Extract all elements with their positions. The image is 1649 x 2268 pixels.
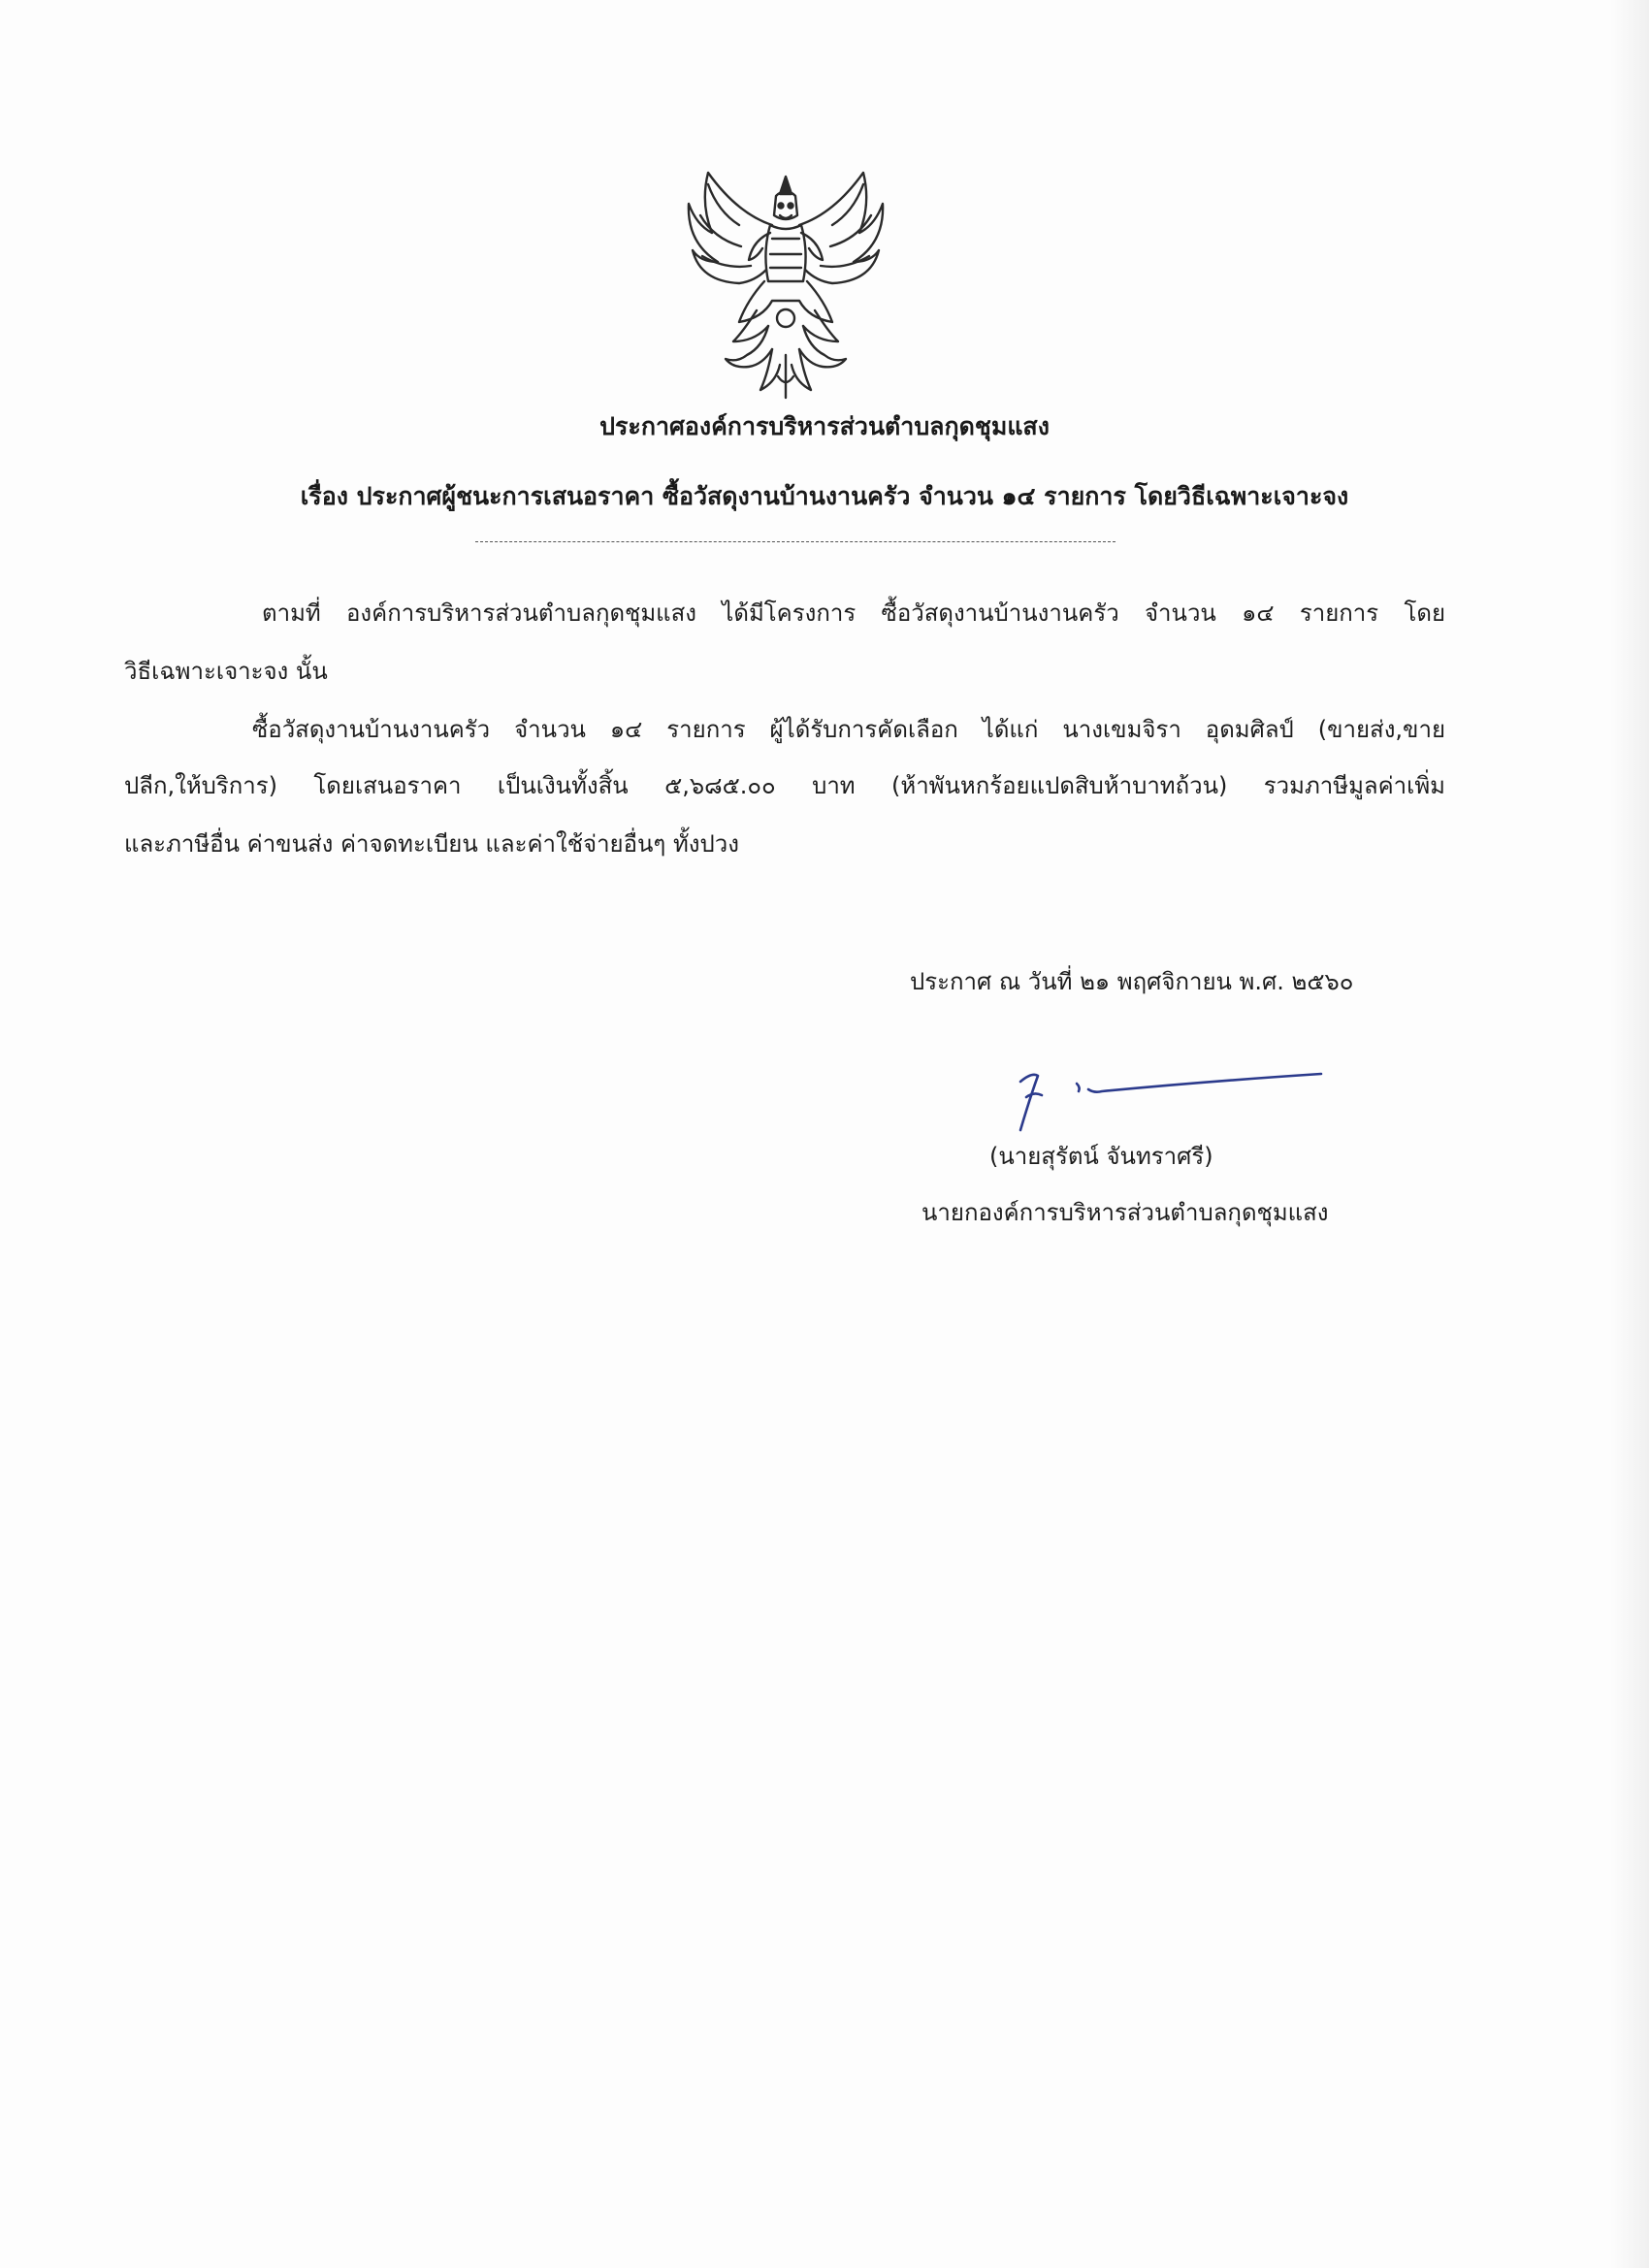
garuda-emblem-icon [679, 165, 892, 403]
paragraph-1-line-2: วิธีเฉพาะเจาะจง นั้น [124, 658, 328, 685]
announcement-title: ประกาศองค์การบริหารส่วนตำบลกุดชุมแสง [599, 412, 1050, 440]
scan-edge-shadow [1610, 0, 1649, 2268]
paragraph-1-line-1: ตามที่ องค์การบริหารส่วนตำบลกุดชุมแสง ได้มีโครงการ ซื้อวัสดุงานบ้านงานครัว จำนวน ๑๔ รายการ โดย [262, 599, 1445, 627]
announcement-date: ประกาศ ณ วันที่ ๒๑ พฤศจิกายน พ.ศ. ๒๕๖๐ [910, 968, 1354, 995]
paragraph-2-line-1: ซื้อวัสดุงานบ้านงานครัว จำนวน ๑๔ รายการ ผู้ได้รับการคัดเลือก ได้แก่ นางเขมจิรา อุดมศิลป์ (ขายส่ง,ขาย [252, 716, 1445, 743]
paragraph-2-line-2: ปลีก,ให้บริการ) โดยเสนอราคา เป็นเงินทั้งสิ้น ๕,๖๘๕.๐๐ บาท (ห้าพันหกร้อยแปดสิบห้าบาทถ้วน) รวมภาษีมูลค่าเพิ่ม [124, 772, 1445, 799]
paragraph-2-line-3: และภาษีอื่น ค่าขนส่ง ค่าจดทะเบียน และค่าใช้จ่ายอื่นๆ ทั้งปวง [124, 830, 739, 858]
signatory-position: นายกองค์การบริหารส่วนตำบลกุดชุมแสง [922, 1199, 1329, 1226]
announcement-subject: เรื่อง ประกาศผู้ชนะการเสนอราคา ซื้อวัสดุงานบ้านงานครัว จำนวน ๑๔ รายการ โดยวิธีเฉพาะเจาะจง [300, 482, 1349, 510]
title-divider [475, 541, 1116, 542]
signatory-name: (นายสุรัตน์ จันทราศรี) [989, 1143, 1213, 1170]
